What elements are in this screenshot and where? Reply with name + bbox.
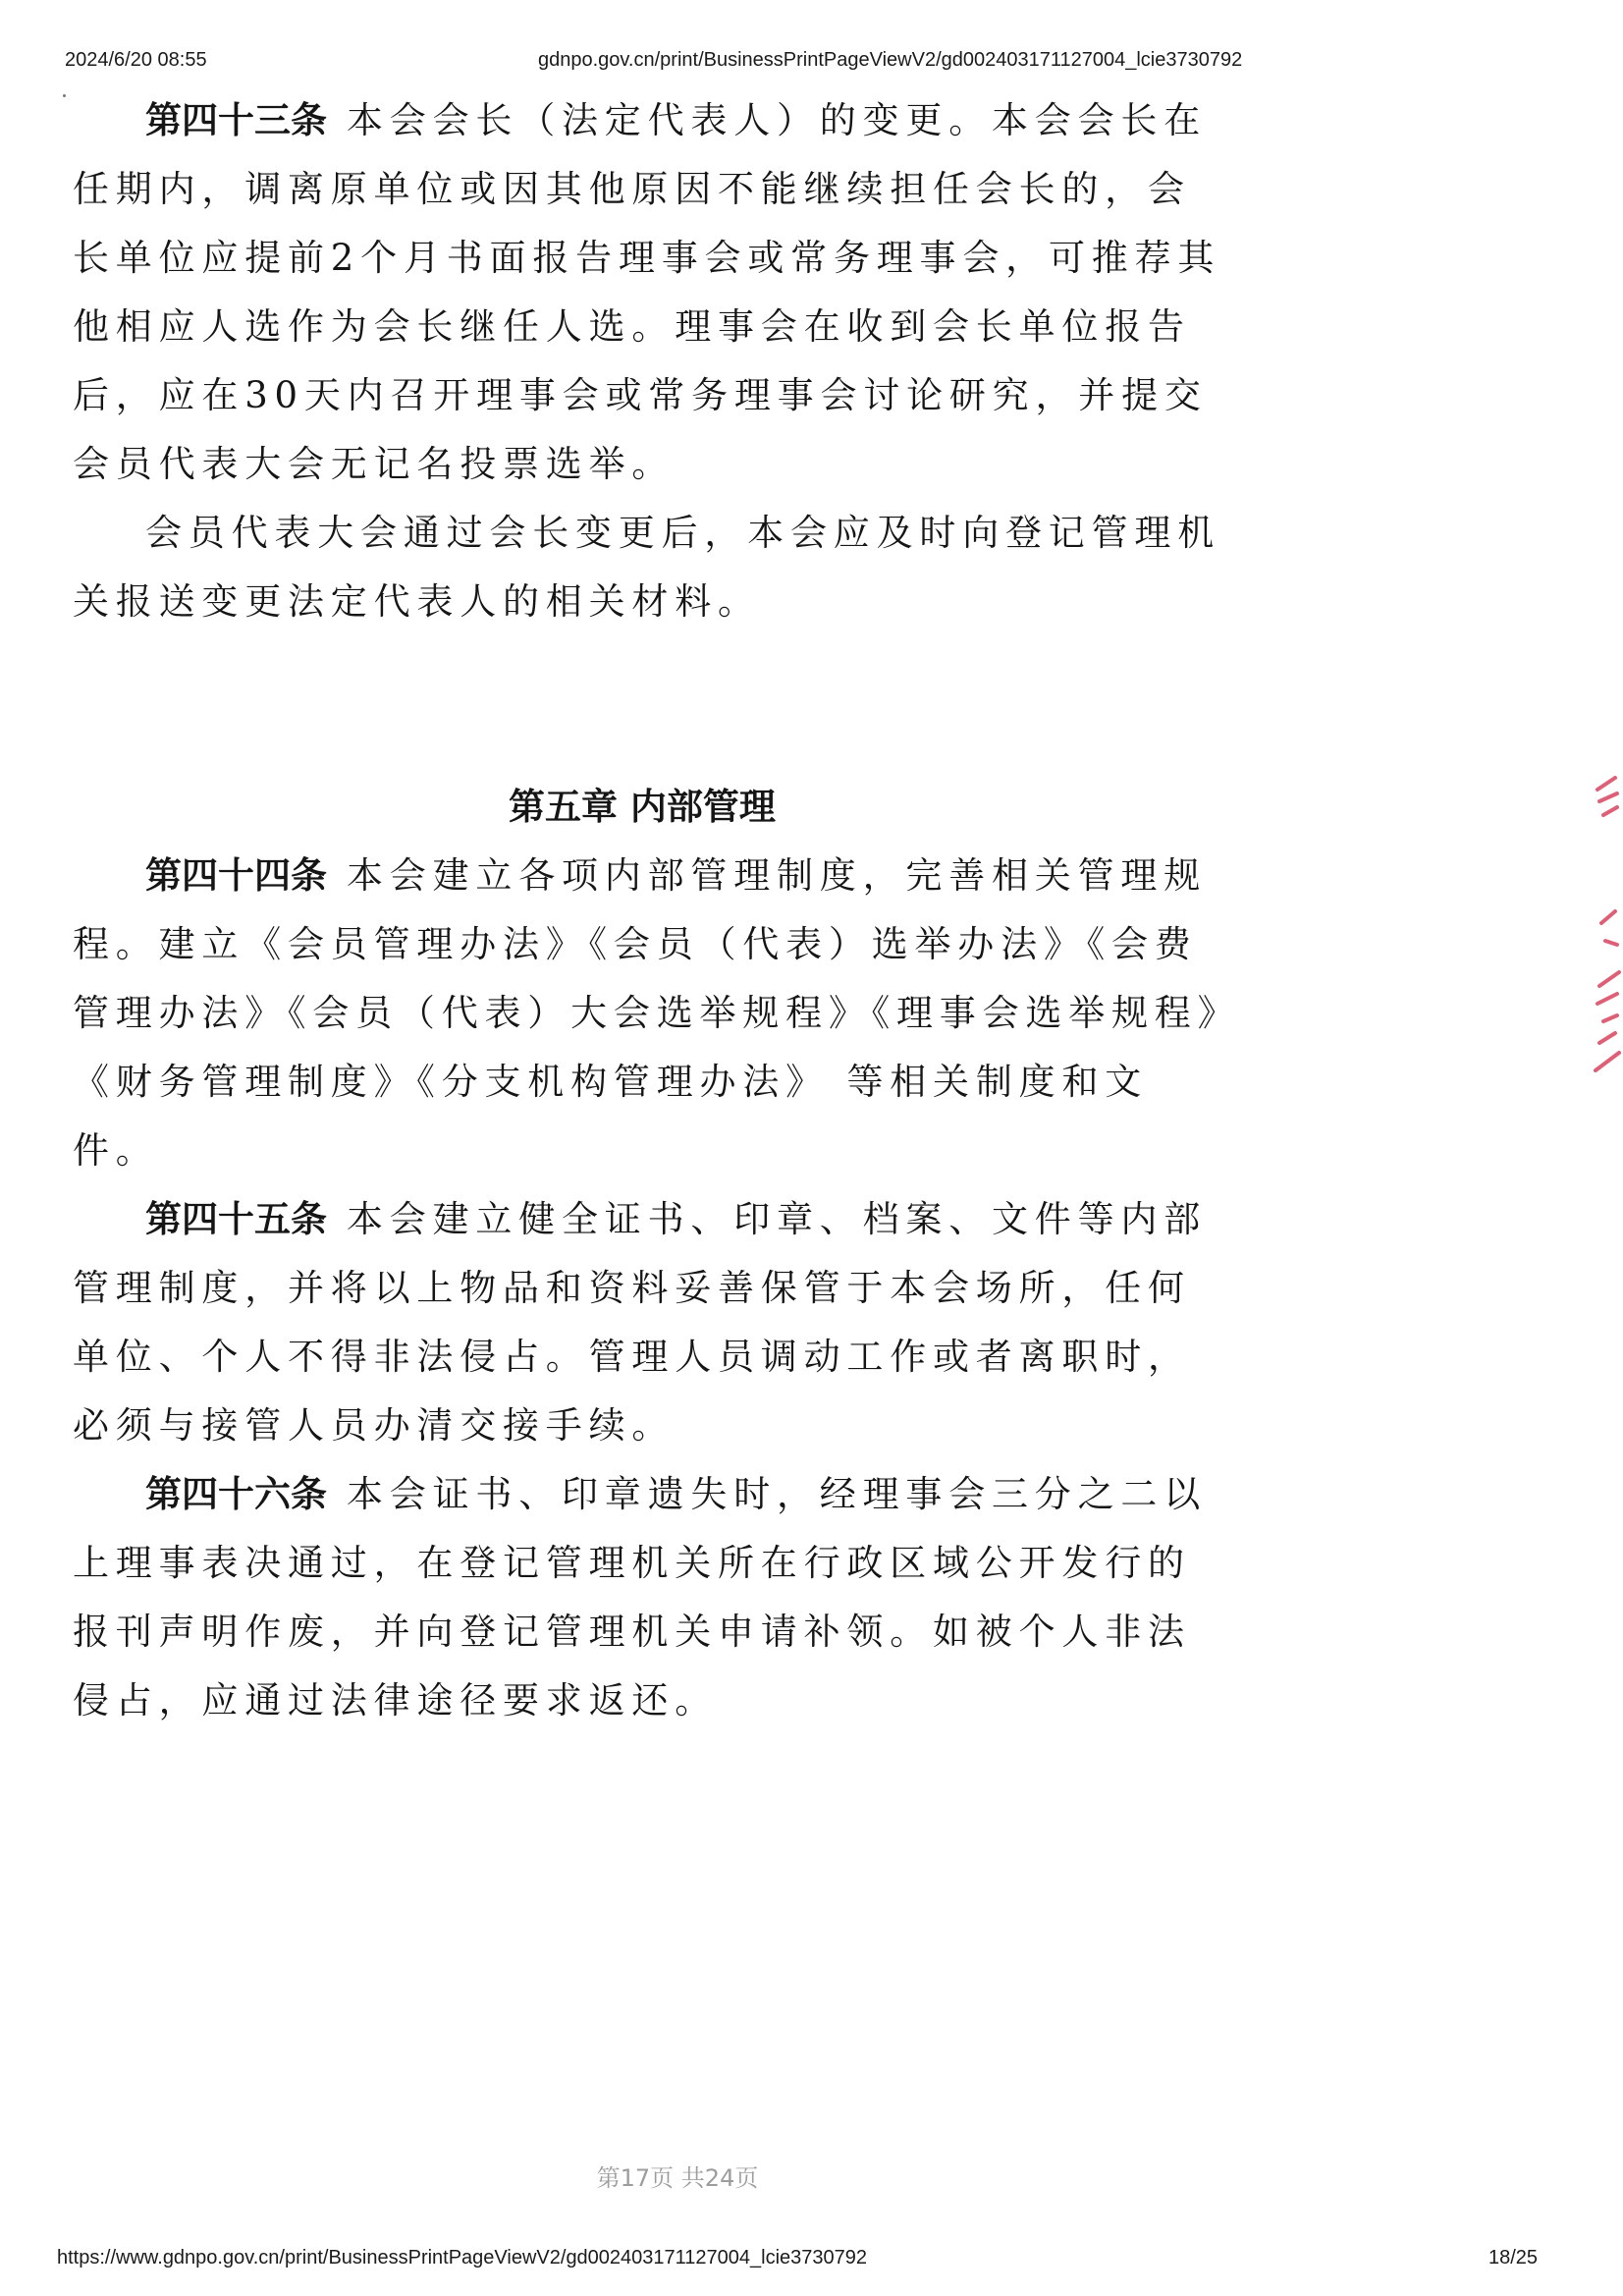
footer-page-count: 18/25 — [1488, 2247, 1539, 2269]
article-43-text: 本会会长（法定代表人）的变更。本会会长在任期内，调离原单位或因其他原因不能继续担任会长的，会长单位应提前2个月书面报告理事会或常务理事会，可推荐其他相应人选作为会长继任人选。理事会在收到会长单位报告后，应在30天内召开理事会或常务理事会讨论研究，并提交会员代表大会无记名投票选举。 — [73, 99, 1221, 485]
article-44-paragraph — [73, 842, 1231, 1185]
document-body — [73, 86, 1231, 1735]
print-url: gdnpo.gov.cn/print/BusinessPrintPageViewV2/gd002403171127004_lcie3730792 — [538, 49, 1243, 71]
article-43-label: 第四十三条 — [145, 99, 327, 141]
red-seal-fragment — [1594, 776, 1623, 1090]
scan-speck — [63, 94, 66, 97]
article-44-label: 第四十四条 — [145, 854, 327, 897]
article-43-paragraph-2: 会员代表大会通过会长变更后，本会应及时向登记管理机关报送变更法定代表人的相关材料。 — [73, 512, 1220, 623]
article-45-text: 本会建立健全证书、印章、档案、文件等内部管理制度，并将以上物品和资料妥善保管于本会场所，任何单位、个人不得非法侵占。管理人员调动工作或者离职时，必须与接管人员办清交接手续。 — [73, 1198, 1207, 1447]
article-45-label: 第四十五条 — [145, 1198, 327, 1240]
article-46-label: 第四十六条 — [145, 1473, 327, 1515]
article-45-paragraph — [73, 1185, 1231, 1460]
chapter-title: 第五章 内部管理 — [509, 786, 776, 828]
article-44-text: 本会建立各项内部管理制度，完善相关管理规程。建立《会员管理办法》《会员（代表）选举办法》《会费管理办法》《会员（代表）大会选举规程》《理事会选举规程》《财务管理制度》《分支机构管理办法》 等相关制度和文件。 — [73, 854, 1222, 1172]
section-gap — [73, 636, 1231, 773]
article-46-paragraph — [73, 1460, 1231, 1735]
page-number: 第17页 共24页 — [596, 2164, 759, 2192]
article-46-text: 本会证书、印章遗失时，经理事会三分之二以上理事表决通过，在登记管理机关所在行政区域公开发行的报刊声明作废，并向登记管理机关申请补领。如被个人非法侵占，应通过法律途径要求返还。 — [73, 1473, 1207, 1722]
article-43-paragraph — [73, 86, 1231, 499]
print-datetime: 2024/6/20 08:55 — [65, 49, 207, 71]
footer-url: https://www.gdnpo.gov.cn/print/BusinessPrintPageViewV2/gd002403171127004_lcie3730792 — [57, 2247, 868, 2269]
